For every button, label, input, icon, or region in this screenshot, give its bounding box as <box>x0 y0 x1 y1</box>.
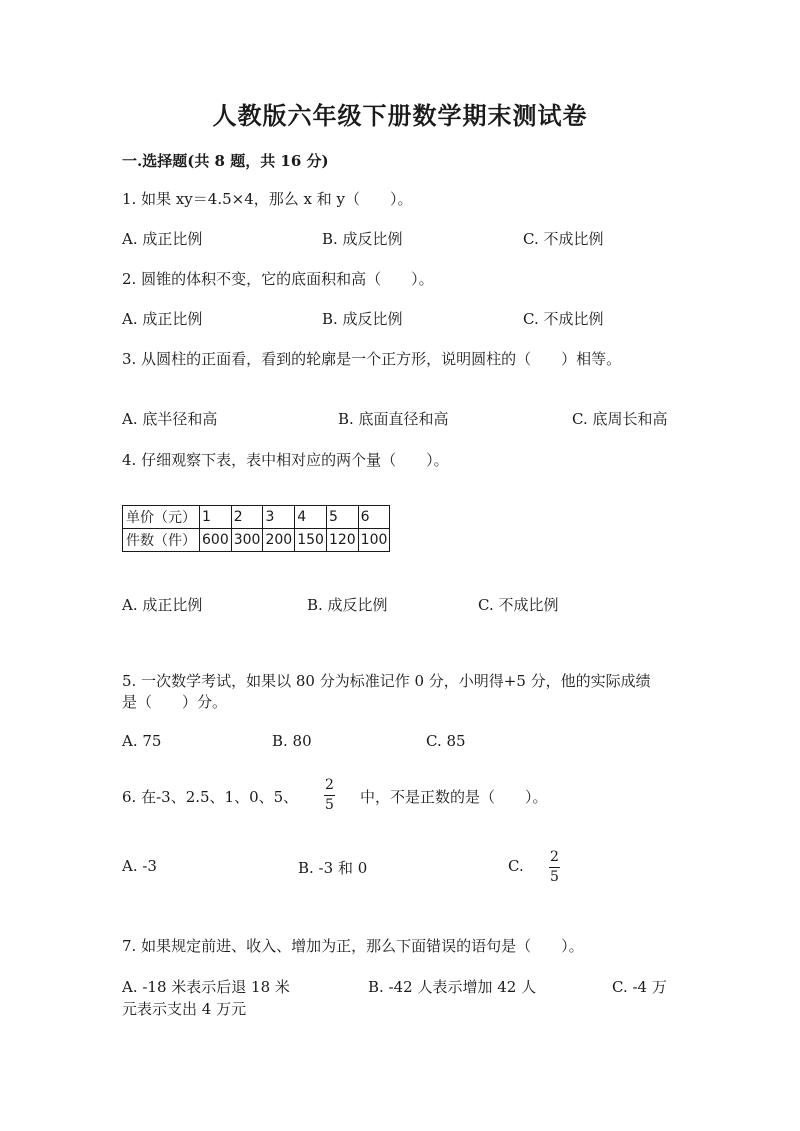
question-5-line-1: 5. 一次数学考试，如果以 80 分为标准记作 0 分，小明得+5 分，他的实际成绩 <box>122 672 651 690</box>
table-cell: 6 <box>358 506 390 529</box>
table-cell: 4 <box>295 506 327 529</box>
question-7: 7. 如果规定前进、收入、增加为正，那么下面错误的语句是（ ）。 <box>122 937 584 955</box>
table-row-header: 件数（件） <box>123 529 200 552</box>
fraction-bar <box>549 867 560 868</box>
table-cell: 150 <box>295 529 327 552</box>
price-quantity-table <box>122 505 390 552</box>
q3-option-a: A. 底半径和高 <box>122 410 218 428</box>
question-5-line-2: 是（ ）分。 <box>122 693 228 711</box>
q6-option-c-fraction <box>549 850 560 884</box>
table-row <box>123 506 390 529</box>
q3-option-b: B. 底面直径和高 <box>338 410 449 428</box>
question-6-end: 中，不是正数的是（ ）。 <box>360 788 548 806</box>
table-cell: 600 <box>200 529 232 552</box>
q7-option-c: C. -4 万 <box>612 978 667 996</box>
q4-option-b: B. 成反比例 <box>307 596 388 614</box>
q2-option-a: A. 成正比例 <box>122 310 203 328</box>
q2-option-c: C. 不成比例 <box>523 310 604 328</box>
q7-option-c-continued: 元表示支出 4 万元 <box>122 1000 247 1018</box>
q4-option-c: C. 不成比例 <box>478 596 559 614</box>
q1-option-b: B. 成反比例 <box>322 230 403 248</box>
table-cell: 300 <box>231 529 263 552</box>
fraction-bar <box>324 795 335 796</box>
question-4: 4. 仔细观察下表，表中相对应的两个量（ ）。 <box>122 451 449 469</box>
q5-option-a: A. 75 <box>122 732 162 750</box>
page-title: 人教版六年级下册数学期末测试卷 <box>212 101 588 130</box>
table-cell: 100 <box>358 529 390 552</box>
q5-option-c: C. 85 <box>426 732 466 750</box>
fraction-numerator: 2 <box>550 849 559 865</box>
q6-option-c: C. <box>508 857 524 875</box>
q4-option-a: A. 成正比例 <box>122 596 203 614</box>
fraction-numerator: 2 <box>325 777 334 793</box>
table-cell: 5 <box>326 506 358 529</box>
q5-option-b: B. 80 <box>272 732 312 750</box>
q3-option-c: C. 底周长和高 <box>572 410 668 428</box>
table-row-header: 单价（元） <box>123 506 200 529</box>
table-cell: 120 <box>326 529 358 552</box>
section-heading: 一.选择题(共 8 题，共 16 分) <box>122 152 329 170</box>
fraction-two-fifths <box>324 778 335 812</box>
question-3: 3. 从圆柱的正面看，看到的轮廓是一个正方形，说明圆柱的（ ）相等。 <box>122 350 622 368</box>
q1-option-c: C. 不成比例 <box>523 230 604 248</box>
q7-option-a: A. -18 米表示后退 18 米 <box>122 978 290 996</box>
fraction-denominator: 5 <box>550 868 559 885</box>
q6-option-b: B. -3 和 0 <box>298 859 368 877</box>
q7-option-b: B. -42 人表示增加 42 人 <box>368 978 537 996</box>
table-cell: 2 <box>231 506 263 529</box>
q2-option-b: B. 成反比例 <box>322 310 403 328</box>
question-1: 1. 如果 xy＝4.5×4，那么 x 和 y（ ）。 <box>122 190 413 208</box>
table-row <box>123 529 390 552</box>
table-cell: 200 <box>263 529 295 552</box>
table-cell: 3 <box>263 506 295 529</box>
fraction-denominator: 5 <box>325 796 334 813</box>
question-6-start: 6. 在-3、2.5、1、0、5、 <box>122 788 299 806</box>
q6-option-a: A. -3 <box>122 857 157 875</box>
question-2: 2. 圆锥的体积不变，它的底面积和高（ ）。 <box>122 270 434 288</box>
table-cell: 1 <box>200 506 232 529</box>
q1-option-a: A. 成正比例 <box>122 230 203 248</box>
